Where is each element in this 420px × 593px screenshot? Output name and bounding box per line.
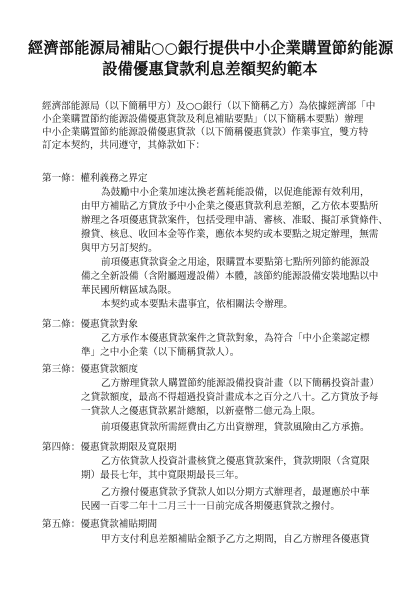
text-line: 乙方撥付優惠貸款予貸款人如以分期方式辦理者，最遲應於中華 bbox=[101, 487, 370, 498]
text-line: 乙方承作本優惠貸款案件之貸款對象，為符合「中小企業認定標 bbox=[101, 333, 370, 344]
document-title bbox=[28, 38, 392, 80]
text-line: 之貸款額度，最高不得超過投資計畫成本之百分之八十。乙方貸放予每 bbox=[81, 392, 379, 403]
text-line: 民國一百零二年十二月三十一日前完成各期優惠貸款之撥付。 bbox=[81, 501, 341, 512]
text-line: 準」之中小企業（以下簡稱貸款人）。 bbox=[81, 347, 240, 358]
article-5-heading: 第五條：優惠貸款補貼期間 bbox=[42, 519, 158, 530]
intro-line: 中小企業購置節約能源設備優惠貸款（以下簡稱優惠貸款）作業事宜，雙方特 bbox=[42, 127, 369, 138]
article-4-paragraph-1 bbox=[81, 455, 379, 483]
intro-line: 小企業購置節約能源設備優惠貸款及利息補貼要點」（以下簡稱本要點）辦理 bbox=[42, 114, 364, 125]
article-2-paragraph-1 bbox=[81, 332, 379, 360]
text-line: 華民國所轄區域為限。 bbox=[81, 285, 177, 296]
article-3-paragraph-2 bbox=[81, 421, 379, 435]
title-line-1: 經濟部能源局補貼○○銀行提供中小企業購置節約能源 bbox=[28, 39, 394, 57]
text-line: 由甲方補貼乙方貸放予中小企業之優惠貸款利息差額，乙方依本要點所 bbox=[81, 201, 379, 212]
intro-paragraph bbox=[42, 100, 378, 152]
text-line: 備之全新設備（含附屬週邊設備）本體，該節約能源設備安裝地點以中 bbox=[81, 271, 379, 282]
article-4-paragraph-2 bbox=[81, 486, 379, 514]
text-line: 乙方依貸款人投資計畫核貸之優惠貸款案件，貸款期限（含寬限 bbox=[101, 456, 370, 467]
text-line: 本契約或本要點未盡事宜，依相關法令辦理。 bbox=[101, 299, 293, 310]
text-line: 為鼓勵中小企業加速汰換老舊耗能設備，以促進能源有效利用， bbox=[101, 187, 370, 198]
text-line: 期）最長七年，其中寬限期最長三年。 bbox=[81, 470, 245, 481]
article-1-paragraph-1 bbox=[81, 186, 388, 256]
article-4-heading: 第四條：優惠貸款期限及寬限期 bbox=[42, 442, 177, 453]
article-3-paragraph-1 bbox=[81, 377, 379, 419]
article-1-paragraph-2 bbox=[81, 256, 379, 298]
article-3-heading: 第三條：優惠貸款額度 bbox=[42, 364, 138, 375]
article-1-paragraph-3 bbox=[81, 298, 379, 312]
text-line: 與甲方另訂契約。 bbox=[81, 243, 158, 254]
article-2-heading: 第二條：優惠貸款對象 bbox=[42, 319, 138, 330]
text-line: 前項優惠貸款所需經費由乙方出資辦理，貸款風險由乙方承擔。 bbox=[101, 422, 370, 433]
text-line: 前項優惠貸款資金之用途，限購置本要點第七點所列節約能源設 bbox=[101, 257, 370, 268]
text-line: 撥貸、核息、收回本金等作業，應依本契約或本要點之規定辦理，無需 bbox=[81, 229, 379, 240]
intro-line: 經濟部能源局（以下簡稱甲方）及○○銀行（以下簡稱乙方）為依據經濟部「中 bbox=[42, 101, 376, 112]
title-line-2: 設備優惠貸款利息差額契約範本 bbox=[102, 60, 318, 78]
text-line: 一貸款人之優惠貸款累計總額，以新臺幣二億元為上限。 bbox=[81, 406, 321, 417]
intro-line: 訂定本契約，共同遵守，其條款如下： bbox=[42, 140, 206, 151]
article-5-paragraph-1 bbox=[81, 533, 379, 547]
text-line: 乙方辦理貸款人購置節約能源設備投資計畫（以下簡稱投資計畫） bbox=[101, 378, 380, 389]
article-1-heading: 第一條：權利義務之界定 bbox=[42, 173, 148, 184]
text-line: 甲方支付利息差額補貼金額予乙方之期間，自乙方辦理各優惠貸 bbox=[101, 534, 370, 545]
text-line: 辦理之各項優惠貸款案件，包括受理申請、審核、准駁、擬訂承貸條件、 bbox=[81, 215, 388, 226]
